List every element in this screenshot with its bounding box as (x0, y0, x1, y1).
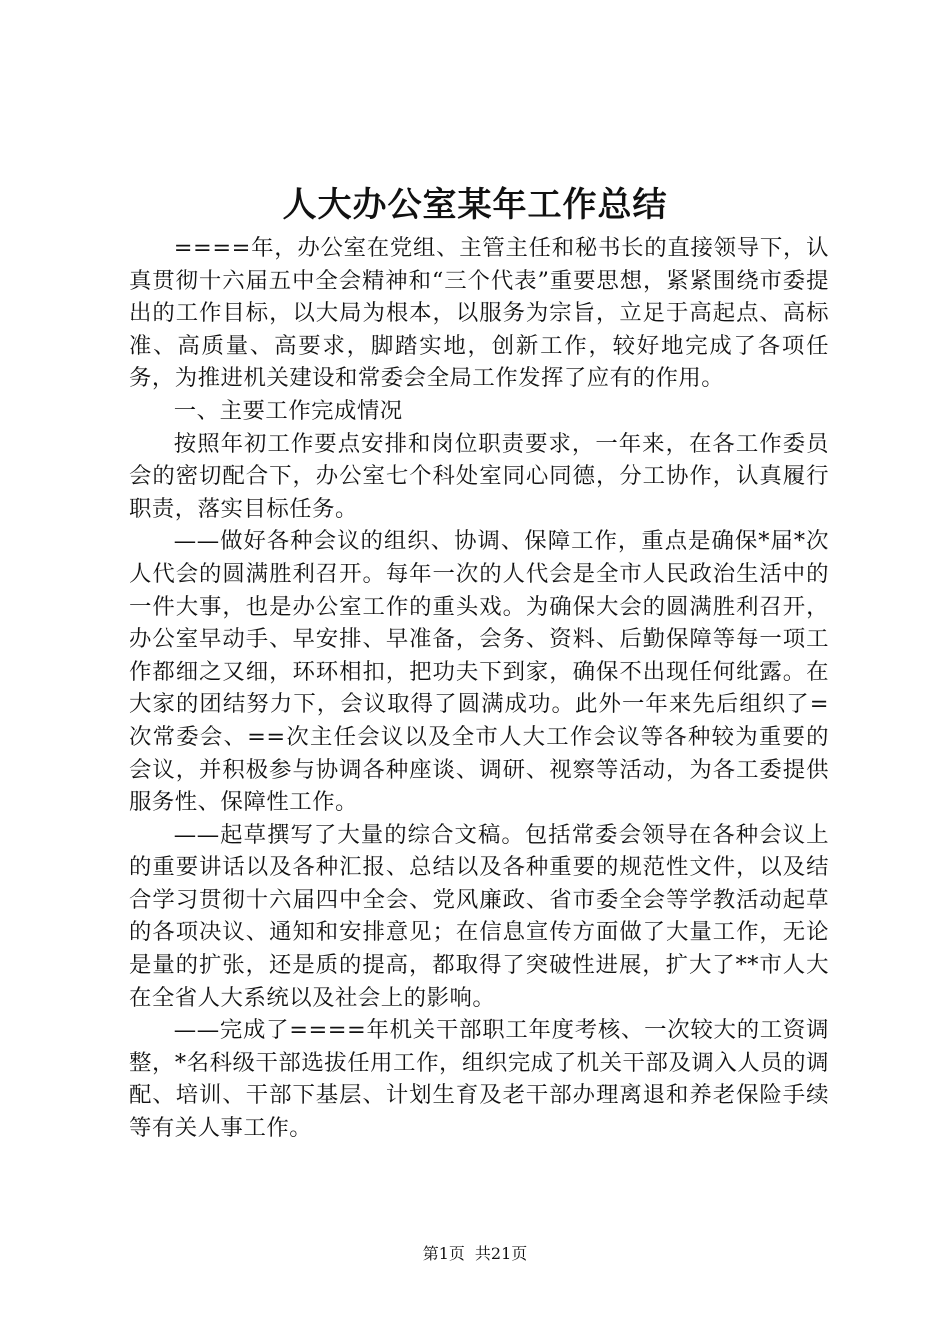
paragraph-overview: 按照年初工作要点安排和岗位职责要求，一年来，在各工作委员会的密切配合下，办公室七个科处室同心同德，分工协作，认真履行职责，落实目标任务。 (129, 430, 829, 522)
document-body (129, 232, 829, 1145)
page-total: 共21页 (474, 1244, 528, 1263)
document-title: 人大办公室某年工作总结 (282, 185, 668, 225)
paragraph-meetings: ——做好各种会议的组织、协调、保障工作，重点是确保*届*次人代会的圆满胜利召开。每年一次的人代会是全市人民政治生活中的一件大事，也是办公室工作的重头戏。为确保大会的圆满胜利召开，办公室早动手、早安排、早准备，会务、资料、后勤保障等每一项工作都细之又细，环环相扣，把功夫下到家，确保不出现任何纰露。在大家的团结努力下，会议取得了圆满成功。此外一年来先后组织了=次常委会、==次主任会议以及全市人大工作会议等各种较为重要的会议，并积极参与协调各种座谈、调研、视察等活动，为各工委提供服务性、保障性工作。 (129, 528, 829, 816)
paragraph-intro: ====年，办公室在党组、主管主任和秘书长的直接领导下，认真贯彻十六届五中全会精神和“三个代表”重要思想，紧紧围绕市委提出的工作目标，以大局为根本，以服务为宗旨，立足于高起点、高标准、高质量、高要求，脚踏实地，创新工作，较好地完成了各项任务，为推进机关建设和常委会全局工作发挥了应有的作用。 (129, 235, 829, 392)
page-footer (0, 1242, 950, 1266)
paragraph-writing: ——起草撰写了大量的综合文稿。包括常委会领导在各种会议上的重要讲话以及各种汇报、总结以及各种重要的规范性文件，以及结合学习贯彻十六届四中全会、党风廉政、省市委全会等学教活动起草的各项决议、通知和安排意见；在信息宣传方面做了大量工作，无论是量的扩张，还是质的提高，都取得了突破性进展，扩大了**市人大在全省人大系统以及社会上的影响。 (129, 821, 829, 1011)
section-heading: 一、主要工作完成情况 (173, 397, 403, 424)
paragraph-personnel: ——完成了====年机关干部职工年度考核、一次较大的工资调整，*名科级干部选拔任用工作，组织完成了机关干部及调入人员的调配、培训、干部下基层、计划生育及老干部办理离退和养老保险手续等有关人事工作。 (129, 1017, 829, 1142)
page-number: 第1页 (422, 1244, 465, 1263)
